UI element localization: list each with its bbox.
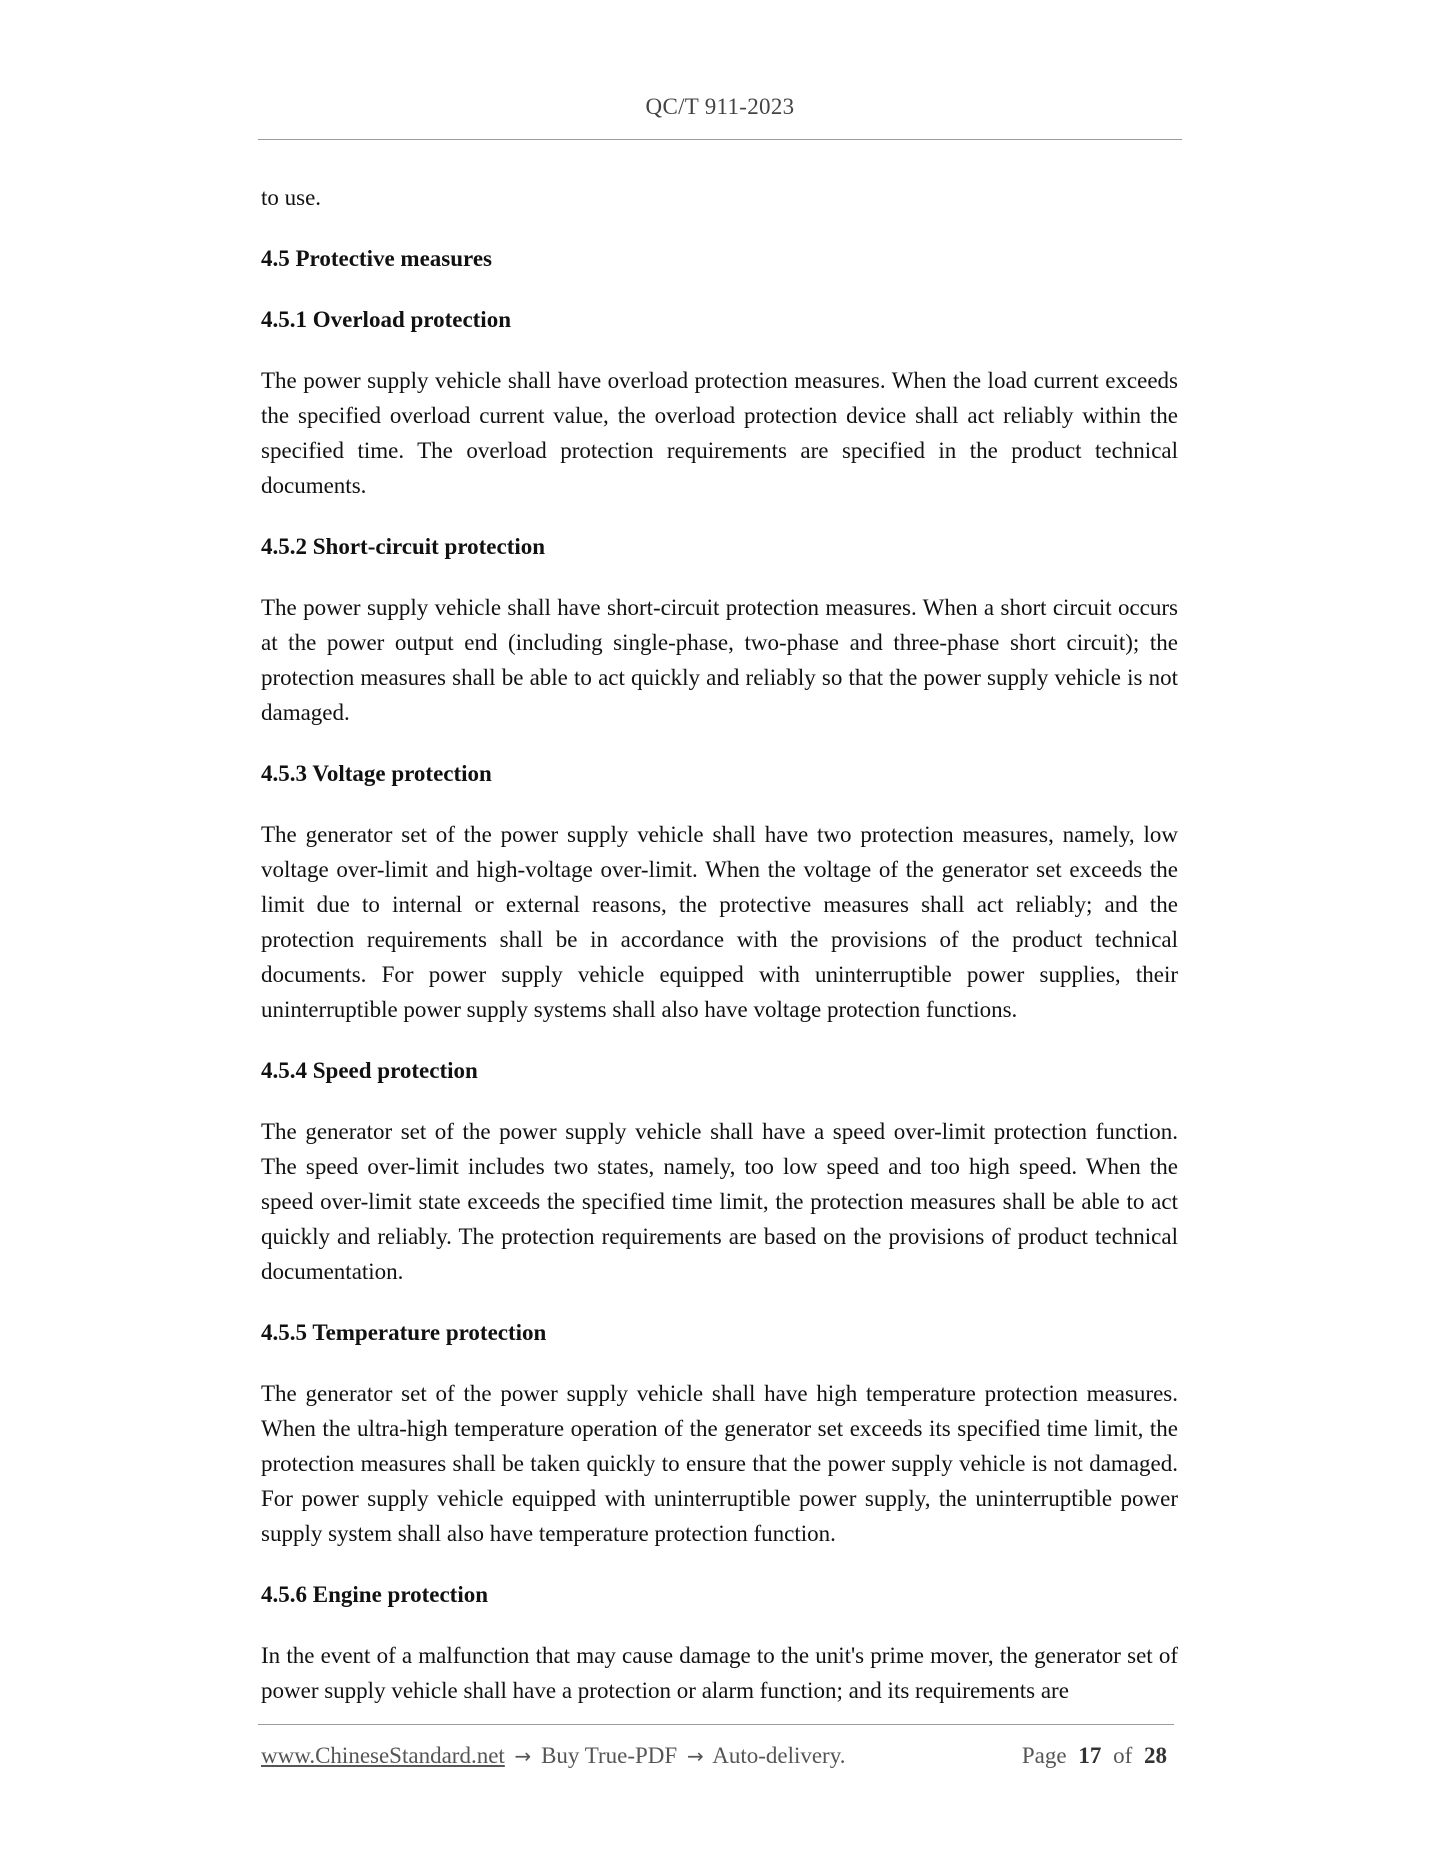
paragraph-short-circuit: The power supply vehicle shall have short-circuit protection measures. When a short circuit occurs at the power output end (including single-phase, two-phase and three-phase short circuit); the protection measures shall be able to act quickly and reliably so that the power supply vehicle is not damaged. — [261, 595, 1178, 725]
page-header-title: QC/T 911-2023 — [645, 94, 795, 119]
section-heading-4-5-3: 4.5.3 Voltage protection — [261, 761, 492, 786]
footer-divider — [258, 1724, 1174, 1725]
auto-delivery-text: Auto-delivery. — [712, 1743, 846, 1768]
arrow-right-icon: → — [514, 1744, 532, 1768]
section-heading-4-5-5: 4.5.5 Temperature protection — [261, 1320, 547, 1345]
buy-pdf-text: Buy True-PDF — [541, 1743, 678, 1768]
paragraph-overload: The power supply vehicle shall have overload protection measures. When the load current exceeds the specified overload current value, the overload protection device shall act reliably within the specified time. The overload protection requirements are specified in the product technical documents. — [261, 368, 1178, 498]
document-body — [261, 180, 1178, 1734]
total-page-count: 28 — [1144, 1743, 1167, 1768]
current-page-number: 17 — [1078, 1743, 1102, 1768]
section-heading-4-5-1: 4.5.1 Overload protection — [261, 307, 511, 332]
website-link[interactable]: www.ChineseStandard.net — [261, 1743, 505, 1768]
page-number-indicator — [1022, 1740, 1173, 1772]
paragraph-speed: The generator set of the power supply vehicle shall have a speed over-limit protection function. The speed over-limit includes two states, namely, too low speed and too high speed. When the speed over-limit state exceeds the specified time limit, the protection measures shall be able to act quickly and reliably. The protection requirements are based on the provisions of product technical documentation. — [261, 1119, 1178, 1284]
footer-promo — [261, 1740, 845, 1772]
section-heading-4-5-2: 4.5.2 Short-circuit protection — [261, 534, 546, 559]
section-heading-4-5: 4.5 Protective measures — [261, 246, 492, 271]
page-label: Page — [1021, 1743, 1067, 1768]
paragraph-engine: In the event of a malfunction that may cause damage to the unit's prime mover, the generator set of power supply vehicle shall have a protection or alarm function; and its requirements are — [261, 1643, 1178, 1703]
section-heading-4-5-4: 4.5.4 Speed protection — [261, 1058, 478, 1083]
paragraph-temperature: The generator set of the power supply vehicle shall have high temperature protection measures. When the ultra-high temperature operation of the generator set exceeds its specified time limit, the protection measures shall be taken quickly to ensure that the power supply vehicle is not damaged. For power supply vehicle equipped with uninterruptible power supply, the uninterruptible power supply system shall also have temperature protection function. — [261, 1381, 1178, 1546]
paragraph-voltage: The generator set of the power supply vehicle shall have two protection measures, namely, low voltage over-limit and high-voltage over-limit. When the voltage of the generator set exceeds the limit due to internal or external reasons, the protective measures shall act reliably; and the protection requirements shall be in accordance with the provisions of the product technical documents. For power supply vehicle equipped with uninterruptible power supplies, their uninterruptible power supply systems shall also have voltage protection functions. — [261, 822, 1178, 1022]
paragraph-continuation: to use. — [261, 185, 322, 210]
header-divider — [258, 139, 1182, 140]
section-heading-4-5-6: 4.5.6 Engine protection — [261, 1582, 489, 1607]
of-label: of — [1113, 1743, 1133, 1768]
arrow-right-icon: → — [686, 1744, 704, 1768]
